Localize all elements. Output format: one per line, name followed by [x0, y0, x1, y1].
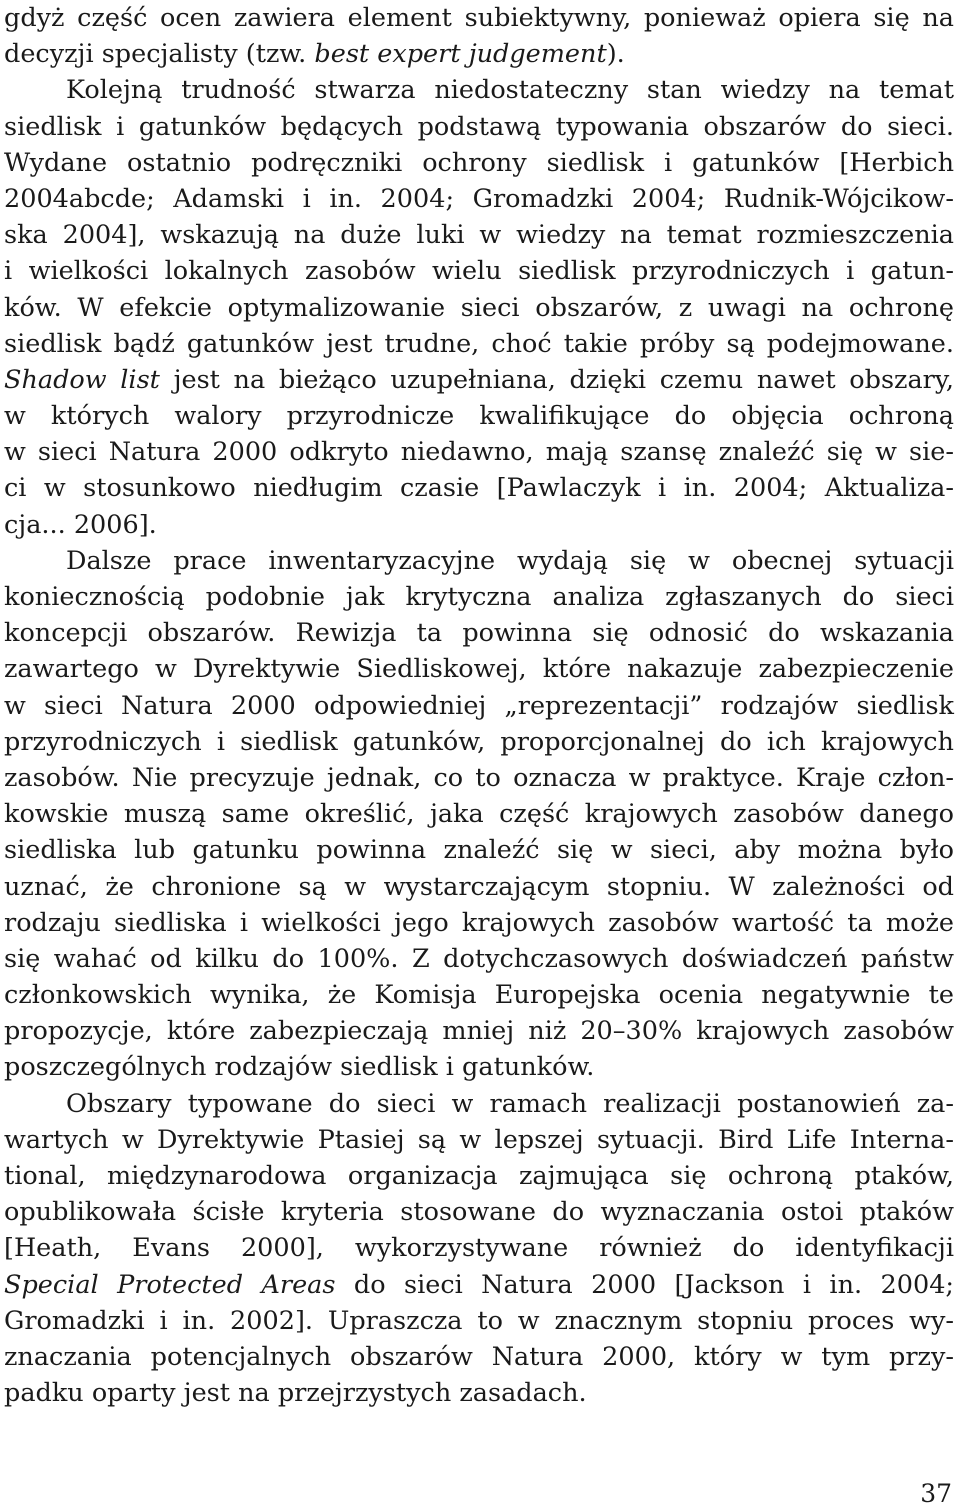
text-run: w których walory przyrodnicze kwalifikujące do objęcia ochroną [4, 401, 954, 432]
italic-term: best expert judgement [314, 39, 607, 70]
text-run: Kolejną trudność stwarza niedostateczny stan wiedzy na temat [66, 75, 954, 106]
italic-term: Shadow list [4, 364, 160, 395]
text-run: siedlisk i gatunków będących podstawą typowania obszarów do sieci. [4, 111, 954, 142]
text-run: kowskie muszą same określić, jaka część krajowych zasobów danego [4, 799, 954, 830]
text-line [4, 1230, 954, 1266]
text-run: wartych w Dyrektywie Ptasiej są w lepszej sytuacji. Bird Life Interna- [4, 1124, 954, 1155]
text-line [4, 1122, 954, 1158]
text-line [4, 507, 954, 543]
text-run: ). [606, 39, 625, 70]
italic-term: Special Protected Areas [4, 1269, 336, 1300]
text-line [4, 543, 954, 579]
text-run: zasobów. Nie precyzuje jednak, co to oznacza w praktyce. Kraje człon- [4, 762, 954, 793]
text-run: ska 2004], wskazują na duże luki w wiedzy na temat rozmieszczenia [4, 220, 954, 251]
text-line [4, 1303, 954, 1339]
text-run: poszczególnych rodzajów siedlisk i gatunków. [4, 1052, 595, 1083]
text-run: i wielkości lokalnych zasobów wielu siedlisk przyrodniczych i gatun- [4, 256, 954, 287]
text-run: opublikowała ścisłe kryteria stosowane do wyznaczania ostoi ptaków [4, 1197, 954, 1228]
text-run: ków. W efekcie optymalizowanie sieci obszarów, z uwagi na ochronę [4, 292, 954, 323]
text-line [4, 1194, 954, 1230]
text-line [4, 0, 954, 36]
text-line [4, 651, 954, 687]
text-line [4, 796, 954, 832]
text-line [4, 36, 954, 72]
text-run: siedlisk bądź gatunków jest trudne, choć takie próby są podejmowane. [4, 328, 954, 359]
text-line [4, 832, 954, 868]
text-line [4, 181, 954, 217]
text-line [4, 977, 954, 1013]
text-run: rodzaju siedliska i wielkości jego krajowych zasobów wartość ta może [4, 907, 954, 938]
text-line [4, 290, 954, 326]
text-line [4, 579, 954, 615]
text-run: uznać, że chronione są w wystarczającym stopniu. W zależności od [4, 871, 954, 902]
text-run: ci w stosunkowo niedługim czasie [Pawlaczyk i in. 2004; Aktualiza- [4, 473, 954, 504]
text-line [4, 1158, 954, 1194]
text-line [4, 1375, 954, 1411]
text-run: Dalsze prace inwentaryzacyjne wydają się w obecnej sytuacji [66, 545, 954, 576]
text-line [4, 1086, 954, 1122]
text-line [4, 615, 954, 651]
text-line [4, 724, 954, 760]
text-run: w sieci Natura 2000 odpowiedniej „reprezentacji” rodzajów siedlisk [4, 690, 954, 721]
text-line [4, 72, 954, 108]
text-line [4, 109, 954, 145]
text-run: koniecznością podobnie jak krytyczna analiza zgłaszanych do sieci [4, 582, 954, 612]
text-line [4, 760, 954, 796]
text-line [4, 362, 954, 398]
text-run: w sieci Natura 2000 odkryto niedawno, mają szansę znaleźć się w sie- [4, 437, 954, 468]
text-line [4, 1049, 954, 1085]
text-line [4, 941, 954, 977]
text-line [4, 326, 954, 362]
text-run: padku oparty jest na przejrzystych zasadach. [4, 1378, 587, 1409]
text-line [4, 1013, 954, 1049]
text-run: znaczania potencjalnych obszarów Natura 2000, który w tym przy- [4, 1341, 954, 1372]
page-number: 37 [920, 1479, 952, 1508]
text-line [4, 398, 954, 434]
text-run: 2004abcde; Adamski i in. 2004; Gromadzki 2004; Rudnik-Wójcikow- [4, 183, 954, 214]
text-line [4, 869, 954, 905]
text-run: jest na bieżąco uzupełniana, dzięki czemu nawet obszary, [159, 364, 954, 395]
text-run: Obszary typowane do sieci w ramach realizacji postanowień za- [66, 1088, 954, 1119]
text-run: decyzji specjalisty (tzw. [4, 39, 315, 70]
text-run: [Heath, Evans 2000], wykorzystywane również do identyfikacji [4, 1233, 954, 1264]
text-run: Gromadzki i in. 2002]. Upraszcza to w znacznym stopniu proces wy- [4, 1305, 954, 1336]
text-line [4, 688, 954, 724]
text-line [4, 253, 954, 289]
text-line [4, 217, 954, 253]
text-line [4, 145, 954, 181]
body-text [4, 0, 954, 1411]
text-line [4, 1267, 954, 1303]
text-run: do sieci Natura 2000 [Jackson i in. 2004; [335, 1269, 955, 1300]
text-run: gdyż część ocen zawiera element subiektywny, ponieważ opiera się na [4, 3, 954, 33]
text-run: propozycje, które zabezpieczają mniej niż 20–30% krajowych zasobów [4, 1016, 954, 1047]
text-line [4, 434, 954, 470]
text-run: przyrodniczych i siedlisk gatunków, proporcjonalnej do ich krajowych [4, 726, 954, 757]
text-run: siedliska lub gatunku powinna znaleźć się w sieci, aby można było [4, 835, 954, 866]
text-run: członkowskich wynika, że Komisja Europejska ocenia negatywnie te [4, 980, 954, 1011]
text-run: się wahać od kilku do 100%. Z dotychczasowych doświadczeń państw [4, 943, 954, 974]
text-run: koncepcji obszarów. Rewizja ta powinna się odnosić do wskazania [4, 618, 954, 649]
text-run: zawartego w Dyrektywie Siedliskowej, które nakazuje zabezpieczenie [4, 654, 954, 685]
text-run: tional, międzynarodowa organizacja zajmująca się ochroną ptaków, [4, 1161, 954, 1191]
text-line [4, 470, 954, 506]
text-line [4, 1339, 954, 1375]
text-run: Wydane ostatnio podręczniki ochrony siedlisk i gatunków [Herbich [4, 147, 954, 178]
text-line [4, 905, 954, 941]
text-run: cja... 2006]. [4, 509, 157, 540]
